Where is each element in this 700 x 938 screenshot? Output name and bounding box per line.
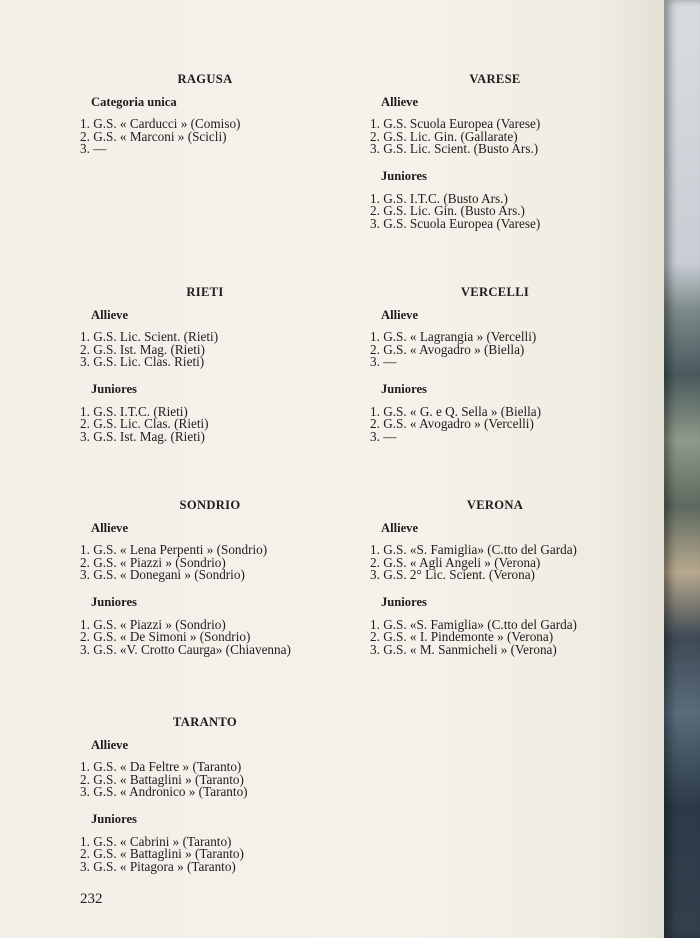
list-item: 3. G.S. « Donegani » (Sondrio) <box>80 567 245 583</box>
category-label: Juniores <box>381 381 427 396</box>
category-label: Allieve <box>91 307 129 322</box>
list-item: 1. G.S. « Carducci » (Comiso) <box>80 116 241 132</box>
list-item: 2. G.S. « De Simoni » (Sondrio) <box>80 629 251 645</box>
category-label: Juniores <box>91 811 137 826</box>
category-list <box>80 616 340 657</box>
list-item: 3. G.S. Lic. Scient. (Busto Ars.) <box>370 141 539 157</box>
category-label: Allieve <box>381 307 419 322</box>
category-label: Juniores <box>91 381 137 396</box>
province-title: VARESE <box>469 72 521 86</box>
list-item: 2. G.S. « Avogadro » (Biella) <box>370 341 525 357</box>
list-item: 1. G.S. « Piazzi » (Sondrio) <box>80 616 226 632</box>
category-list <box>370 118 620 156</box>
list-item: 3. G.S. «V. Crotto Caurga» (Chiavenna) <box>80 641 291 657</box>
province-title: VERONA <box>466 498 524 512</box>
category-label: Categoria unica <box>91 94 177 109</box>
adjacent-page-photo-edge <box>664 0 700 938</box>
category-label: Allieve <box>91 737 129 752</box>
category-list <box>80 331 330 369</box>
list-item: 2. G.S. Lic. Gin. (Gallarate) <box>370 128 518 144</box>
category-list <box>370 190 620 231</box>
list-item: 1. G.S. Lic. Scient. (Rieti) <box>80 329 219 345</box>
list-item: 2. G.S. Lic. Clas. (Rieti) <box>80 416 209 432</box>
category-list <box>80 403 330 444</box>
category-list <box>370 403 620 444</box>
list-item: 1. G.S. « Lagrangia » (Vercelli) <box>370 329 537 345</box>
list-item: 1. G.S. I.T.C. (Busto Ars.) <box>370 190 508 206</box>
list-item: 2. G.S. « Marconi » (Scicli) <box>80 128 227 144</box>
category-label: Allieve <box>381 94 419 109</box>
list-item: 3. G.S. « M. Sanmicheli » (Verona) <box>370 641 557 657</box>
list-item: 3. — <box>370 354 397 370</box>
category-label: Juniores <box>91 594 137 609</box>
province-verona <box>370 499 620 670</box>
list-item: 3. G.S. 2° Lic. Scient. (Verona) <box>370 567 535 583</box>
list-item: 3. — <box>370 428 397 444</box>
list-item: 3. G.S. Ist. Mag. (Rieti) <box>80 428 205 444</box>
province-title: VERCELLI <box>460 285 530 299</box>
list-item: 3. G.S. « Pitagora » (Taranto) <box>80 858 236 874</box>
list-item: 1. G.S. « Lena Perpenti » (Sondrio) <box>80 542 268 558</box>
province-vercelli <box>370 286 620 457</box>
list-item: 3. G.S. Lic. Clas. Rieti) <box>80 354 205 370</box>
list-item: 1. G.S. I.T.C. (Rieti) <box>80 403 188 419</box>
list-item: 2. G.S. Ist. Mag. (Rieti) <box>80 341 205 357</box>
list-item: 3. G.S. « Andronico » (Taranto) <box>80 784 248 800</box>
province-ragusa <box>80 73 330 170</box>
list-item: 1. G.S. « G. e Q. Sella » (Biella) <box>370 403 542 419</box>
list-item: 2. G.S. « Battaglini » (Taranto) <box>80 846 244 862</box>
category-list <box>80 761 330 799</box>
category-label: Juniores <box>381 168 427 183</box>
province-title: RIETI <box>186 285 224 299</box>
list-item: 2. G.S. « Agli Angeli » (Verona) <box>370 554 541 570</box>
category-label: Juniores <box>381 594 427 609</box>
list-item: 3. — <box>80 141 107 157</box>
province-rieti <box>80 286 330 457</box>
province-varese <box>370 73 620 244</box>
list-item: 1. G.S. Scuola Europea (Varese) <box>370 116 541 132</box>
list-item: 1. G.S. «S. Famiglia» (C.tto del Garda) <box>370 616 577 632</box>
list-item: 1. G.S. « Cabrini » (Taranto) <box>80 833 232 849</box>
category-label: Allieve <box>91 520 129 535</box>
province-title: TARANTO <box>173 715 237 729</box>
province-title: RAGUSA <box>177 72 233 86</box>
list-item: 1. G.S. « Da Feltre » (Taranto) <box>80 759 242 775</box>
list-item: 2. G.S. « Piazzi » (Sondrio) <box>80 554 226 570</box>
category-label: Allieve <box>381 520 419 535</box>
province-title: SONDRIO <box>179 498 241 512</box>
category-list <box>370 331 620 369</box>
list-item: 1. G.S. «S. Famiglia» (C.tto del Garda) <box>370 542 577 558</box>
list-item: 2. G.S. « I. Pindemonte » (Verona) <box>370 629 554 645</box>
page-number: 232 <box>80 891 103 907</box>
category-list <box>370 544 620 582</box>
list-item: 3. G.S. Scuola Europea (Varese) <box>370 215 541 231</box>
list-item: 2. G.S. « Avogadro » (Vercelli) <box>370 416 534 432</box>
category-list <box>80 544 340 582</box>
province-sondrio <box>80 499 340 670</box>
category-list <box>80 118 330 156</box>
province-taranto <box>80 716 330 887</box>
category-list <box>370 616 620 657</box>
category-list <box>80 833 330 874</box>
list-item: 2. G.S. Lic. Gin. (Busto Ars.) <box>370 203 525 219</box>
list-item: 2. G.S. « Battaglini » (Taranto) <box>80 771 244 787</box>
